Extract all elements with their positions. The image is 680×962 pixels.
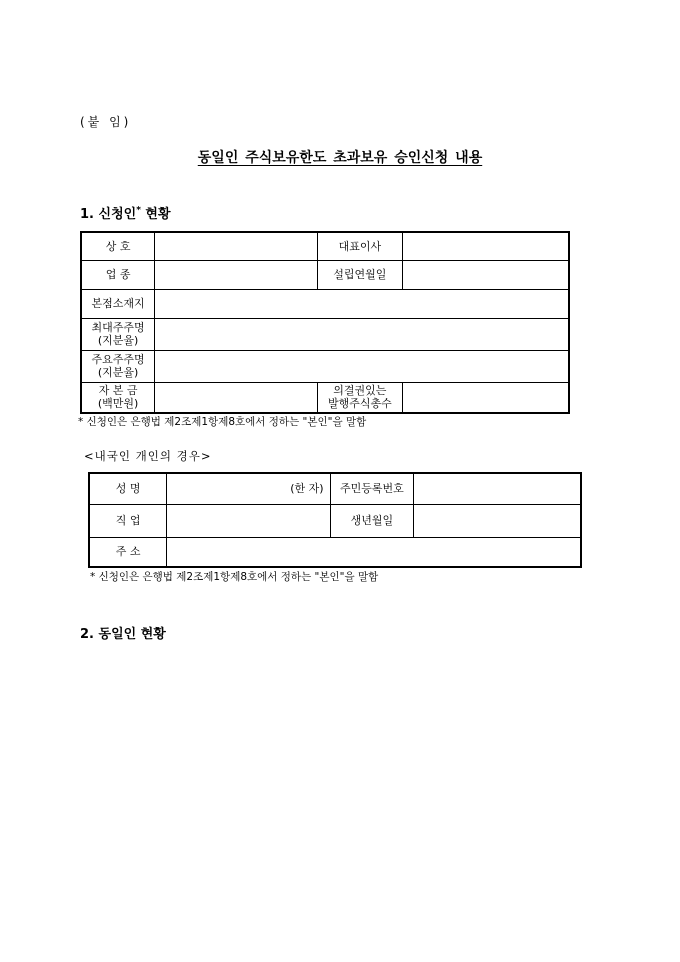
company-name-label: 상 호 xyxy=(81,232,155,260)
job-label: 직 업 xyxy=(89,504,167,537)
industry-label: 업 종 xyxy=(81,260,155,289)
address-field[interactable] xyxy=(167,537,581,567)
section-2-heading: 2. 동일인 현황 xyxy=(80,627,166,642)
voting-shares-label-line2: 발행주식총수 xyxy=(327,397,392,411)
capital-label-line1: 자 본 금 xyxy=(98,384,138,398)
founded-label: 설립연월일 xyxy=(317,260,403,289)
capital-label-line2: (백만원) xyxy=(97,397,139,411)
table-row xyxy=(81,260,569,289)
table-row xyxy=(89,537,581,567)
resident-number-label: 주민등록번호 xyxy=(330,473,414,504)
domestic-individual-table xyxy=(88,472,582,568)
name-label: 성 명 xyxy=(89,473,167,504)
hanja-label: (한 자) xyxy=(290,482,324,496)
document-title-text: 동일인 주식보유한도 초과보유 승인신청 내용 xyxy=(197,150,483,166)
hq-address-field[interactable] xyxy=(155,289,569,318)
largest-holder-label xyxy=(81,318,155,350)
capital-label xyxy=(81,382,155,413)
hq-address-label: 본점소재지 xyxy=(81,289,155,318)
major-holder-label xyxy=(81,350,155,382)
largest-holder-label-line2: (지분율) xyxy=(97,334,139,347)
domestic-footnote: * 신청인은 은행법 제2조제1항제8호에서 정하는 "본인"을 말함 xyxy=(90,571,379,583)
voting-shares-label xyxy=(317,382,403,413)
table-row xyxy=(89,473,581,504)
industry-field[interactable] xyxy=(155,260,317,289)
major-holder-label-line1: 주요주주명 xyxy=(91,353,145,366)
domestic-individual-heading: <내국인 개인의 경우> xyxy=(84,449,212,463)
section-1-heading-text: 1. 신청인 xyxy=(80,207,137,222)
document-title xyxy=(0,147,680,167)
section-1-heading xyxy=(80,203,171,222)
birthdate-label: 생년월일 xyxy=(330,504,414,537)
table-row xyxy=(89,504,581,537)
table-row xyxy=(81,382,569,413)
voting-shares-label-line1: 의결권있는 xyxy=(333,384,387,398)
table-row xyxy=(81,232,569,260)
footnote-mark: * xyxy=(136,205,141,216)
voting-shares-field[interactable] xyxy=(403,382,569,413)
founded-field[interactable] xyxy=(403,260,569,289)
major-holder-field[interactable] xyxy=(155,350,569,382)
major-holder-label-line2: (지분율) xyxy=(97,366,139,379)
ceo-label: 대표이사 xyxy=(317,232,403,260)
section-1-heading-suffix: 현황 xyxy=(140,207,171,222)
attachment-label: (붙 임) xyxy=(80,115,132,129)
job-field[interactable] xyxy=(167,504,330,537)
table-row xyxy=(81,350,569,382)
largest-holder-field[interactable] xyxy=(155,318,569,350)
name-field[interactable] xyxy=(167,473,330,504)
largest-holder-label-line1: 최대주주명 xyxy=(91,321,145,334)
birthdate-field[interactable] xyxy=(414,504,581,537)
table-row xyxy=(81,289,569,318)
applicant-table xyxy=(80,231,570,414)
company-name-field[interactable] xyxy=(155,232,317,260)
resident-number-field[interactable] xyxy=(414,473,581,504)
capital-field[interactable] xyxy=(155,382,317,413)
ceo-field[interactable] xyxy=(403,232,569,260)
table-row xyxy=(81,318,569,350)
section-1-footnote: * 신청인은 은행법 제2조제1항제8호에서 정하는 "본인"을 말함 xyxy=(78,416,367,428)
address-label: 주 소 xyxy=(89,537,167,567)
